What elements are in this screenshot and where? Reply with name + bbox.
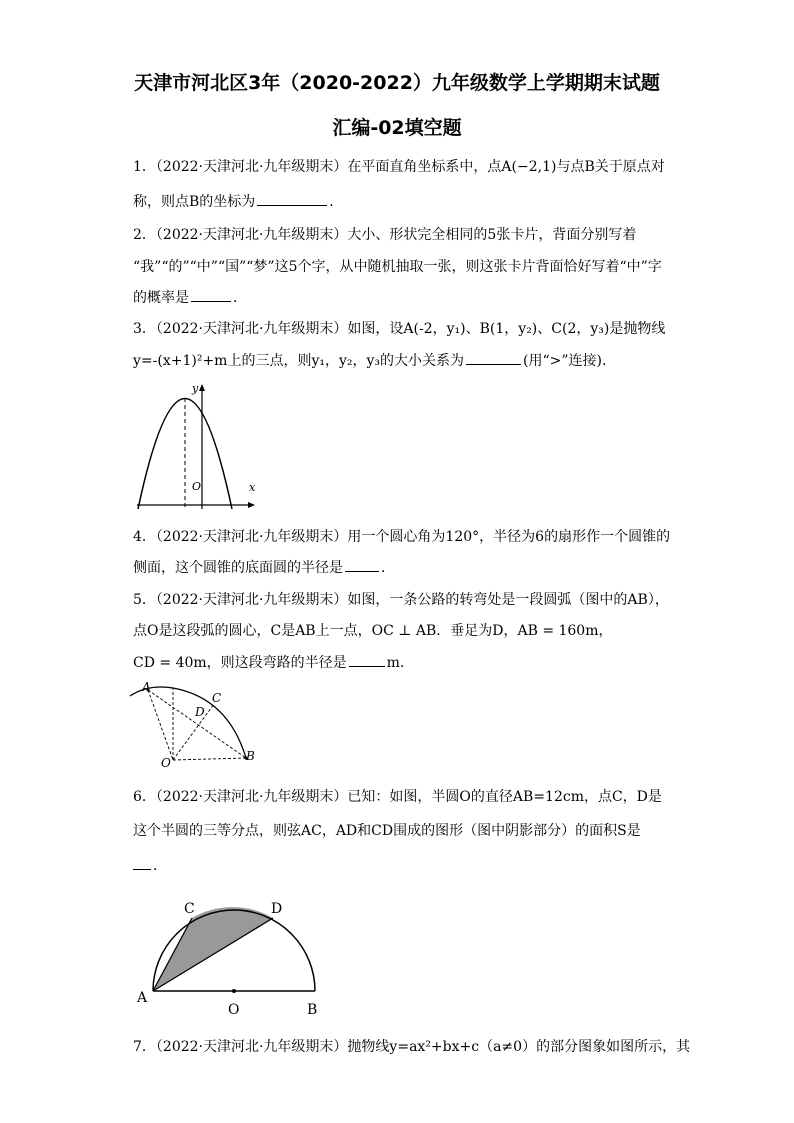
- label-C: C: [184, 901, 195, 917]
- label-O: O: [228, 1002, 240, 1018]
- label-D: D: [195, 705, 205, 719]
- q5-text: CD = 40m，则这段弯路的半径是: [133, 655, 347, 671]
- q5-end: m．: [386, 655, 414, 671]
- center-O: [232, 989, 236, 993]
- q1-text: 称，则点B的坐标为: [133, 194, 256, 210]
- q5-arc-figure: [128, 678, 258, 770]
- q5-line1: 5．（2022·天津河北·九年级期末）如图，一条公路的转弯处是一段圆弧（图中的AB），: [133, 592, 669, 608]
- q3-answer-blank[interactable]: [466, 350, 521, 365]
- x-axis-label: x: [249, 481, 256, 494]
- q2-line2: “我”“的”“中”“国”“梦”这5个字，从中随机抽取一张，则这张卡片背面恰好写着“中”字: [133, 259, 662, 275]
- x-axis-arrow: [248, 502, 255, 508]
- shaded-region: [153, 907, 273, 991]
- q6-end: ．: [153, 858, 167, 874]
- label-A: A: [137, 990, 148, 1006]
- q1-answer-blank[interactable]: [257, 191, 327, 206]
- doc-title-line1: 天津市河北区3年（2020-2022）九年级数学上学期期末试题: [134, 72, 660, 94]
- q2-line1: 2．（2022·天津河北·九年级期末）大小、形状完全相同的5张卡片，背面分别写着: [133, 227, 637, 243]
- chord-AB: [148, 690, 246, 758]
- q5-line2: 点O是这段弧的圆心，C是AB上一点，OC ⊥ AB．垂足为D，AB = 160m，: [133, 623, 613, 639]
- q3-line1: 3．（2022·天津河北·九年级期末）如图，设A(-2，y₁)、B(1，y₂)、C(2，y₃)是抛物线: [133, 321, 666, 337]
- q5-line3: [133, 652, 414, 672]
- q1-line2: [133, 191, 343, 211]
- q4-line1: 4．（2022·天津河北·九年级期末）用一个圆心角为120°，半径为6的扇形作一个圆锥的: [133, 529, 671, 545]
- q2-end: ．: [233, 290, 247, 306]
- label-C: C: [212, 691, 222, 705]
- radius-OB: [173, 758, 246, 760]
- segment-AO: [148, 690, 173, 760]
- label-B: B: [307, 1002, 318, 1018]
- q2-answer-blank[interactable]: [191, 287, 231, 302]
- q3-line2: [133, 350, 606, 370]
- q6-semicircle-figure: [133, 894, 333, 1024]
- origin-label: O: [192, 480, 202, 493]
- q4-text: 侧面，这个圆锥的底面圆的半径是: [133, 560, 343, 576]
- q4-end: ．: [381, 560, 395, 576]
- q7-line1: 7．（2022·天津河北·九年级期末）抛物线y=ax²+bx+c（a≠0）的部分图象如图所示，其: [133, 1039, 691, 1055]
- q2-line3: [133, 287, 247, 307]
- q1-line1: 1．（2022·天津河北·九年级期末）在平面直角坐标系中，点A(−2,1)与点B关于原点对: [133, 159, 665, 175]
- q1-end: ．: [329, 194, 344, 210]
- y-axis-arrow: [199, 384, 205, 391]
- label-O: O: [161, 756, 171, 770]
- q3-text: y=-(x+1)²+m上的三点，则y₁，y₂，y₃的大小关系为: [133, 353, 465, 369]
- q2-text: 的概率是: [133, 290, 189, 306]
- q4-answer-blank[interactable]: [345, 557, 379, 572]
- q6-line3: [133, 855, 167, 875]
- label-D: D: [271, 901, 283, 917]
- q3-end: (用“>”连接).: [523, 353, 607, 369]
- q5-answer-blank[interactable]: [349, 652, 385, 667]
- q6-line2: 这个半圆的三等分点，则弦AC，AD和CD围成的图形（图中阴影部分）的面积S是: [133, 823, 641, 839]
- q3-parabola-figure: [133, 378, 263, 510]
- q4-line2: [133, 557, 395, 577]
- segment-OC: [173, 704, 214, 760]
- q6-line1: 6．（2022·天津河北·九年级期末）已知：如图，半圆O的直径AB=12cm，点C，D是: [133, 789, 662, 805]
- y-axis-label: y: [192, 382, 199, 395]
- road-arc: [130, 687, 246, 758]
- label-A: A: [142, 680, 151, 694]
- label-B: B: [246, 749, 255, 763]
- doc-title-line2: 汇编-02填空题: [332, 117, 462, 139]
- q6-answer-blank[interactable]: [133, 855, 151, 870]
